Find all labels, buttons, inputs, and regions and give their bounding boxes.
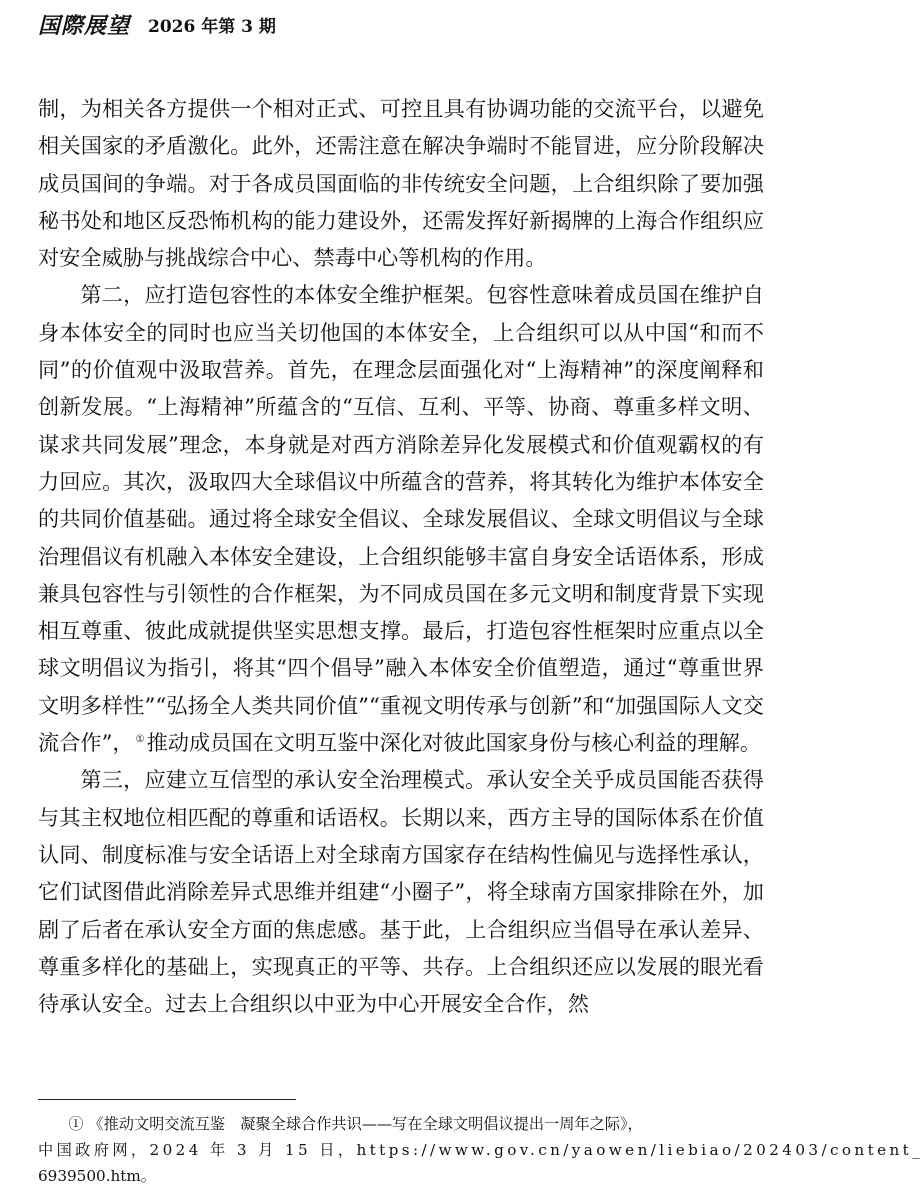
article-body <box>38 90 764 1022</box>
paragraph-second-point <box>38 276 764 761</box>
issue-number: 2026 年第 3 期 <box>148 16 276 37</box>
footnote-line-1: ① 《推动文明交流互鉴 凝聚全球合作共识——写在全球文明倡议提出一周年之际》， <box>68 1115 643 1133</box>
footnote-reference[interactable]: ① <box>135 733 145 745</box>
paragraph-text-after-note: 推动成员国在文明互鉴中深化对彼此国家身份与核心利益的理解。 <box>146 730 762 756</box>
footnote-line-3[interactable]: 6939500.htm。 <box>38 1167 156 1185</box>
footnote-line-2[interactable]: 中国政府网，2024 年 3 月 15 日，https://www.gov.cn/yaowen/liebiao/202403/content_ <box>38 1141 923 1159</box>
footnote-divider <box>38 1099 296 1100</box>
page-header <box>38 8 276 40</box>
footnote <box>38 1111 923 1189</box>
journal-logo: 国際展望 <box>38 12 131 39</box>
paragraph-continued: 制，为相关各方提供一个相对正式、可控且具有协调功能的交流平台，以避免相关国家的矛盾激化。此外，还需注意在解决争端时不能冒进，应分阶段解决成员国间的争端。对于各成员国面临的非传统安全问题，上合组织除了要加强秘书处和地区反恐怖机构的能力建设外，还需发挥好新揭牌的上海合作组织应对安全威胁与挑战综合中心、禁毒中心等机构的作用。 <box>38 96 764 271</box>
paragraph-text-before-note: 第二，应打造包容性的本体安全维护框架。包容性意味着成员国在维护自身本体安全的同时也应当关切他国的本体安全，上合组织可以从中国“和而不同”的价值观中汲取营养。首先，在理念层面强化对“上海精神”的深度阐释和创新发展。“上海精神”所蕴含的“互信、互利、平等、协商、尊重多样文明、谋求共同发展”理念，本身就是对西方消除差异化发展模式和价值观霸权的有力回应。其次，汲取四大全球倡议中所蕴含的营养，将其转化为维护本体安全的共同价值基础。通过将全球安全倡议、全球发展倡议、全球文明倡议与全球治理倡议有机融入本体安全建设，上合组织能够丰富自身安全话语体系，形成兼具包容性与引领性的合作框架，为不同成员国在多元文明和制度背景下实现相互尊重、彼此成就提供坚实思想支撑。最后，打造包容性框架时应重点以全球文明倡议为指引，将其“四个倡导”融入本体安全价值塑造，通过“尊重世界文明多样性”“弘扬全人类共同价值”“重视文明传承与创新”和“加强国际人文交流合作”， <box>38 282 764 756</box>
paragraph-third-point: 第三，应建立互信型的承认安全治理模式。承认安全关乎成员国能否获得与其主权地位相匹配的尊重和话语权。长期以来，西方主导的国际体系在价值认同、制度标准与安全话语上对全球南方国家存在结构性偏见与选择性承认，它们试图借此消除差异式思维并组建“小圈子”，将全球南方国家排除在外，加剧了后者在承认安全方面的焦虑感。基于此，上合组织应当倡导在承认差异、尊重多样化的基础上，实现真正的平等、共存。上合组织还应以发展的眼光看待承认安全。过去上合组织以中亚为中心开展安全合作，然 <box>38 767 764 1017</box>
